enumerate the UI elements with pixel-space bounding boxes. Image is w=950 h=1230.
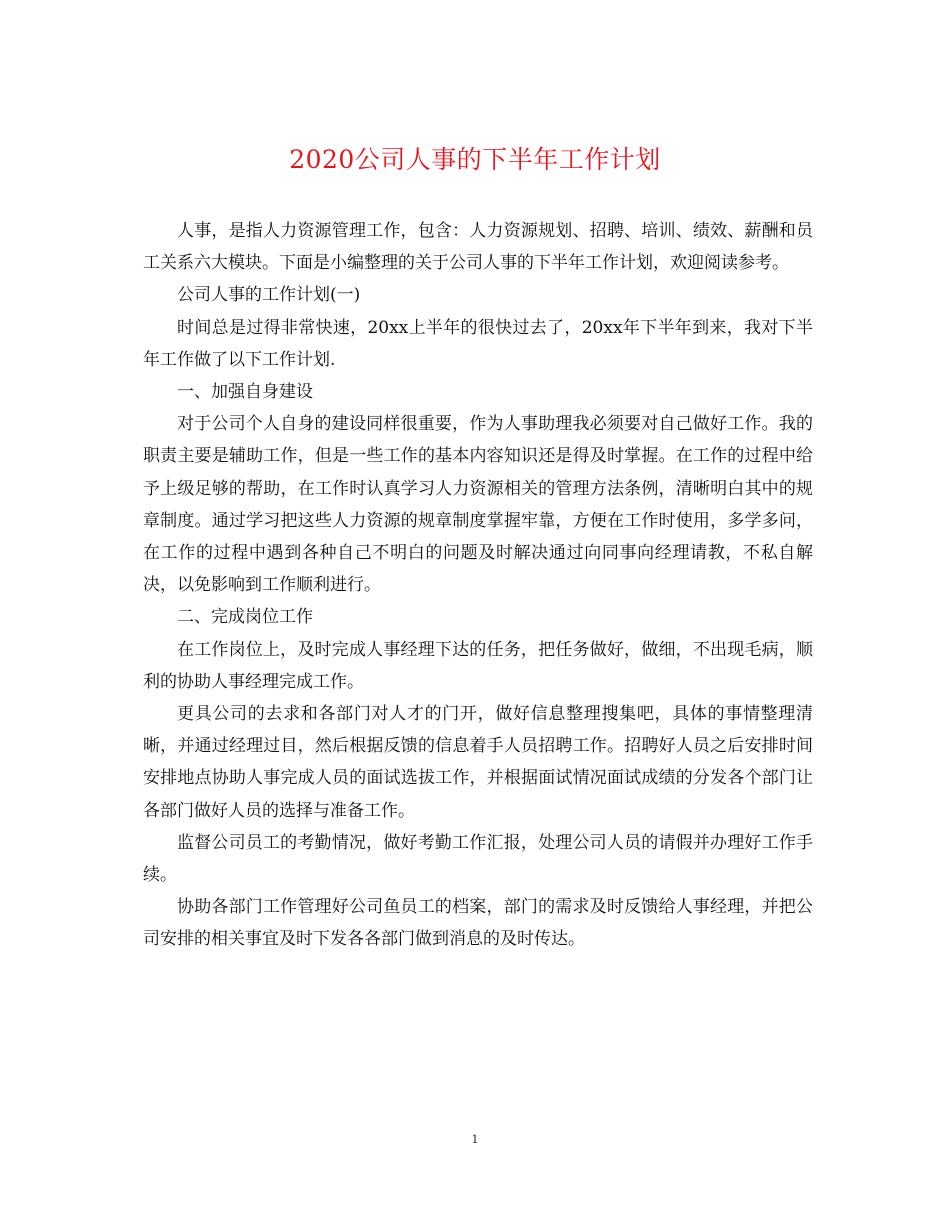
paragraph: 时间总是过得非常快速，20xx上半年的很快过去了，20xx年下半年到来，我对下半年工作做了以下工作计划. (143, 317, 813, 370)
page-number: 1 (471, 1133, 479, 1146)
paragraph: 监督公司员工的考勤情况，做好考勤工作汇报，处理公司人员的请假并办理好工作手续。 (143, 832, 813, 886)
paragraph-heading-2: 二、完成岗位工作 (177, 607, 313, 628)
paragraph-section-heading: 公司人事的工作计划(一) (177, 285, 361, 306)
paragraph: 对于公司个人自身的建设同样很重要，作为人事助理我必须要对自己做好工作。我的职责主要是辅助工作，但是一些工作的基本内容知识还是得及时掌握。在工作的过程中给予上级足够的帮助，在工作时认真学习人力资源相关的管理方法条例，清晰明白其中的规章制度。通过学习把这些人力资源的规章制度掌握牢靠，方便在工作时使用，多学多问，在工作的过程中遇到各种自己不明白的问题及时解决通过向同事向经理请教，不私自解决，以免影响到工作顺利进行。 (143, 414, 813, 596)
paragraph: 更具公司的去求和各部门对人才的门开，做好信息整理搜集吧，具体的事情整理清晰，并通过经理过目，然后根据反馈的信息着手人员招聘工作。招聘好人员之后安排时间安排地点协助人事完成人员的面试选拔工作，并根据面试情况面试成绩的分发各个部门让各部门做好人员的选择与准备工作。 (143, 704, 813, 821)
paragraph-intro: 人事，是指人力资源管理工作，包含：人力资源规划、招聘、培训、绩效、薪酬和员工关系六大模块。下面是小编整理的关于公司人事的下半年工作计划，欢迎阅读参考。 (143, 221, 813, 274)
paragraph-heading-1: 一、加强自身建设 (177, 382, 313, 403)
paragraph: 在工作岗位上，及时完成人事经理下达的任务，把任务做好，做细，不出现毛病，顺利的协助人事经理完成工作。 (143, 639, 813, 692)
document-body (143, 215, 813, 956)
paragraph: 协助各部门工作管理好公司鱼员工的档案，部门的需求及时反馈给人事经理，并把公司安排的相关事宜及时下发各各部门做到消息的及时传达。 (143, 897, 813, 950)
document-title: 2020公司人事的下半年工作计划 (289, 145, 661, 174)
